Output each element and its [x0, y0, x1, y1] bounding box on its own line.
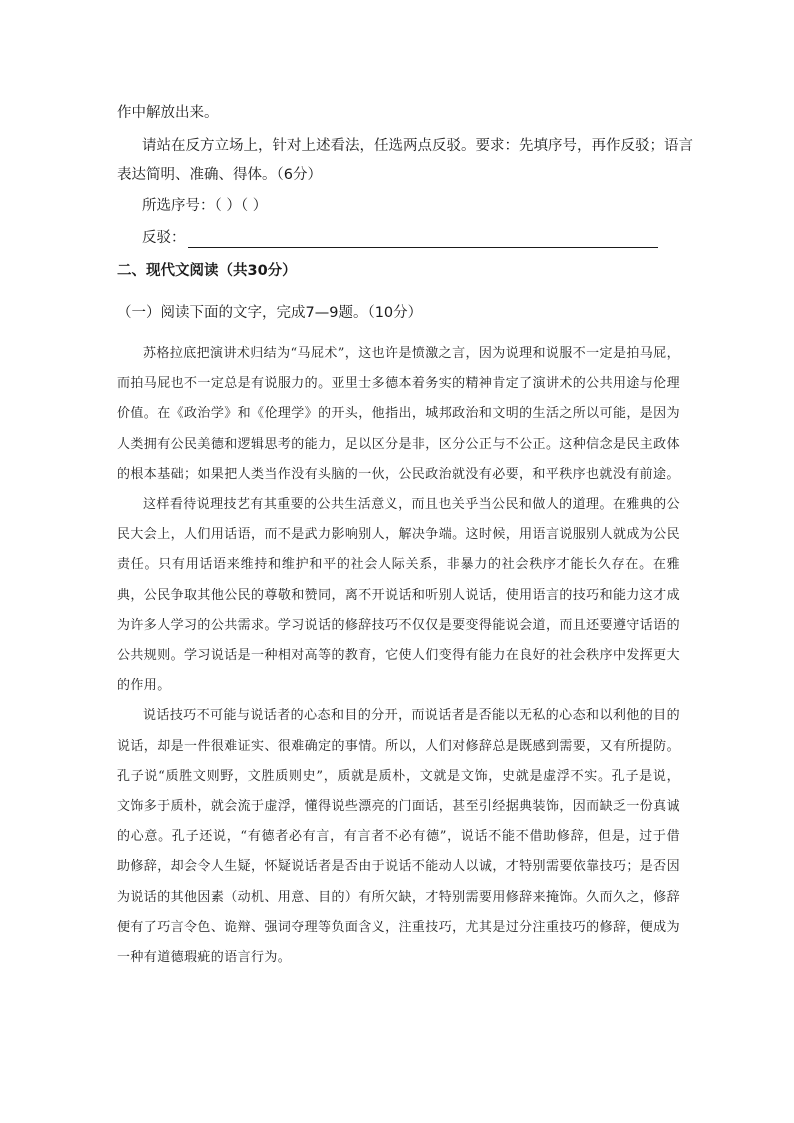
rebuttal-label: 反驳： — [142, 230, 186, 246]
question-instruction-line-2: 表达简明、准确、得体。（6分） — [117, 167, 322, 183]
passage-paragraph-1: 苏格拉底把演讲术归结为“马屁术”，这也许是愤激之言，因为说理和说服不一定是拍马屁，而拍马屁也不一定总是有说服力的。亚里士多德本着务实的精神肯定了演讲术的公共用途与伦理价值。在《政治学》和《伦理学》的开头，他指出，城邦政治和文明的生活之所以可能，是因为人类拥有公民美德和逻辑思考的能力，足以区分是非，区分公正与不公正。这种信念是民主政体的根本基础；如果把人类当作没有头脑的一伙，公民政治就没有必要，和平秩序也就没有前途。 — [117, 346, 680, 482]
section-subheading: （一）阅读下面的文字，完成7—9题。（10分） — [117, 305, 423, 321]
passage-paragraph-2: 这样看待说理技艺有其重要的公共生活意义，而且也关乎当公民和做人的道理。在雅典的公民大会上，人们用话语，而不是武力影响别人，解决争端。这时候，用语言说服别人就成为公民责任。只有用话语来维持和维护和平的社会人际关系，非暴力的社会秩序才能长久存在。在雅典，公民争取其他公民的尊敬和赞同，离不开说话和听别人说话，使用语言的技巧和能力这才成为许多人学习的公共需求。学习说话的修辞技巧不仅仅是要变得能说会道，而且还要遵守话语的公共规则。学习说话是一种相对高等的教育，它使人们变得有能力在良好的社会秩序中发挥更大的作用。 — [117, 497, 680, 694]
question-continuation: 作中解放出来。 — [117, 105, 219, 121]
rebuttal-prompt — [142, 228, 658, 248]
section-heading: 二、现代文阅读（共30分） — [117, 263, 297, 279]
rebuttal-answer-line[interactable] — [188, 233, 658, 248]
question-instruction-line-1: 请站在反方立场上，针对上述看法，任选两点反驳。要求：先填序号，再作反驳；语言 — [142, 138, 693, 154]
reading-passage — [117, 339, 680, 973]
selection-label: 所选序号：（ ）（ ） — [142, 198, 268, 214]
passage-paragraph-3: 说话技巧不可能与说话者的心态和目的分开，而说话者是否能以无私的心态和以利他的目的说话，却是一件很难证实、很难确定的事情。所以，人们对修辞总是既感到需要，又有所提防。孔子说“质胜文则野，文胜质则史”，质就是质朴，文就是文饰，史就是虚浮不实。孔子是说，文饰多于质朴，就会流于虚浮，懂得说些漂亮的门面话，甚至引经据典装饰，因而缺乏一份真诚的心意。孔子还说，“有德者必有言，有言者不必有德”，说话不能不借助修辞，但是，过于借助修辞，却会令人生疑，怀疑说话者是否由于说话不能动人以诚，才特别需要依靠技巧；是否因为说话的其他因素（动机、用意、目的）有所欠缺，才特别需要用修辞来掩饰。久而久之，修辞便有了巧言令色、诡辩、强词夺理等负面含义，注重技巧，尤其是过分注重技巧的修辞，便成为一种有道德瑕疵的语言行为。 — [117, 708, 680, 966]
selection-prompt — [142, 196, 267, 216]
